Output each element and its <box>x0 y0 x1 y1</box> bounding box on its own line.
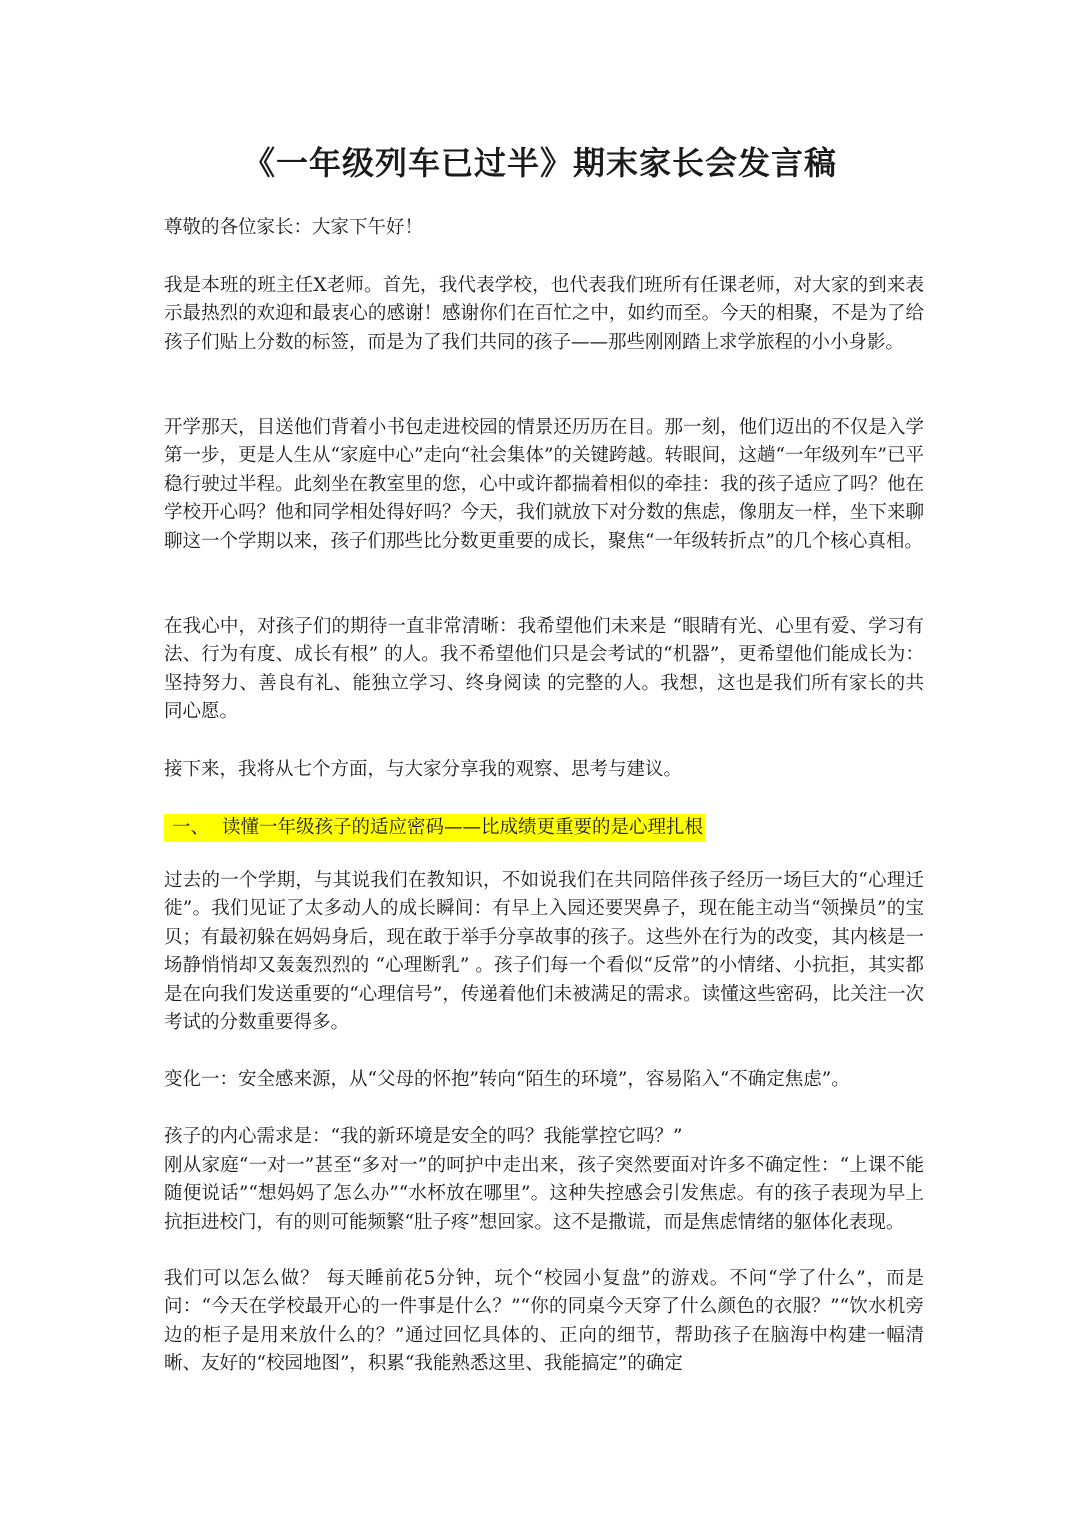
intro-paragraph: 我是本班的班主任X老师。首先，我代表学校，也代表我们班所有任课老师，对大家的到来表示最热烈的欢迎和最衷心的感谢！感谢你们在百忙之中，如约而至。今天的相聚，不是为了给孩子们贴上分数的标签，而是为了我们共同的孩子——那些刚刚踏上求学旅程的小小身影。 <box>164 275 924 353</box>
suggestion-paragraph: 我们可以怎么做？ 每天睡前花5分钟，玩个“校园小复盘”的游戏。不问“学了什么”，而是问：“今天在学校最开心的一件事是什么？”“你的同桌今天穿了什么颜色的衣服？”“饮水机旁边的柜子是用来放什么的？”通过回忆具体的、正向的细节，帮助孩子在脑海中构建一幅清晰、友好的“校园地图”，积累“我能熟悉这里、我能搞定”的确定 <box>164 1268 924 1375</box>
anxiety-paragraph: 刚从家庭“一对一”甚至“多对一”的呵护中走出来，孩子突然要面对许多不确定性：“上课不能随便说话”“想妈妈了怎么办”“水杯放在哪里”。这种失控感会引发焦虑。有的孩子表现为早上抗拒进校门，有的则可能频繁“肚子疼”想回家。这不是撒谎，而是焦虑情绪的躯体化表现。 <box>164 1155 924 1233</box>
greeting-paragraph: 尊敬的各位家长：大家下午好！ <box>164 217 424 238</box>
section-heading-highlight <box>164 814 705 842</box>
inner-need-paragraph: 孩子的内心需求是：“我的新环境是安全的吗？我能掌控它吗？” <box>164 1126 683 1147</box>
section-number: 一、 <box>172 817 210 838</box>
psychology-paragraph: 过去的一个学期，与其说我们在教知识，不如说我们在共同陪伴孩子经历一场巨大的“心理迁徙”。我们见证了太多动人的成长瞬间：有早上入园还要哭鼻子，现在能主动当“领操员”的宝贝；有最初躲在妈妈身后，现在敢于举手分享故事的孩子。这些外在行为的改变，其内核是一场静悄悄却又轰轰烈烈的 “心理断乳” 。孩子们每一个看似“反常”的小情绪、小抗拒，其实都是在向我们发送重要的“心理信号”，传递着他们未被满足的需求。读懂这些密码，比关注一次考试的分数重要得多。 <box>164 870 924 1034</box>
document-title: 《一年级列车已过半》期末家长会发言稿 <box>242 144 837 182</box>
outline-paragraph: 接下来，我将从七个方面，与大家分享我的观察、思考与建议。 <box>164 759 683 780</box>
section-heading-text: 读懂一年级孩子的适应密码——比成绩更重要的是心理扎根 <box>222 817 704 838</box>
opening-day-paragraph: 开学那天，目送他们背着小书包走进校园的情景还历历在目。那一刻，他们迈出的不仅是入学第一步，更是人生从“家庭中心”走向“社会集体”的关键跨越。转眼间，这趟“一年级列车”已平稳行驶过半程。此刻坐在教室里的您，心中或许都揣着相似的牵挂：我的孩子适应了吗？他在学校开心吗？他和同学相处得好吗？今天，我们就放下对分数的焦虑，像朋友一样，坐下来聊聊这一个学期以来，孩子们那些比分数更重要的成长，聚焦“一年级转折点”的几个核心真相。 <box>164 417 924 552</box>
change-one-paragraph: 变化一：安全感来源，从“父母的怀抱”转向“陌生的环境”，容易陷入“不确定焦虑”。 <box>164 1069 850 1090</box>
expectations-paragraph: 在我心中，对孩子们的期待一直非常清晰：我希望他们未来是 “眼睛有光、心里有爱、学习有法、行为有度、成长有根” 的人。我不希望他们只是会考试的“机器”，更希望他们能成长为：坚持努力、善良有礼、能独立学习、终身阅读 的完整的人。我想，这也是我们所有家长的共同心愿。 <box>164 616 924 723</box>
